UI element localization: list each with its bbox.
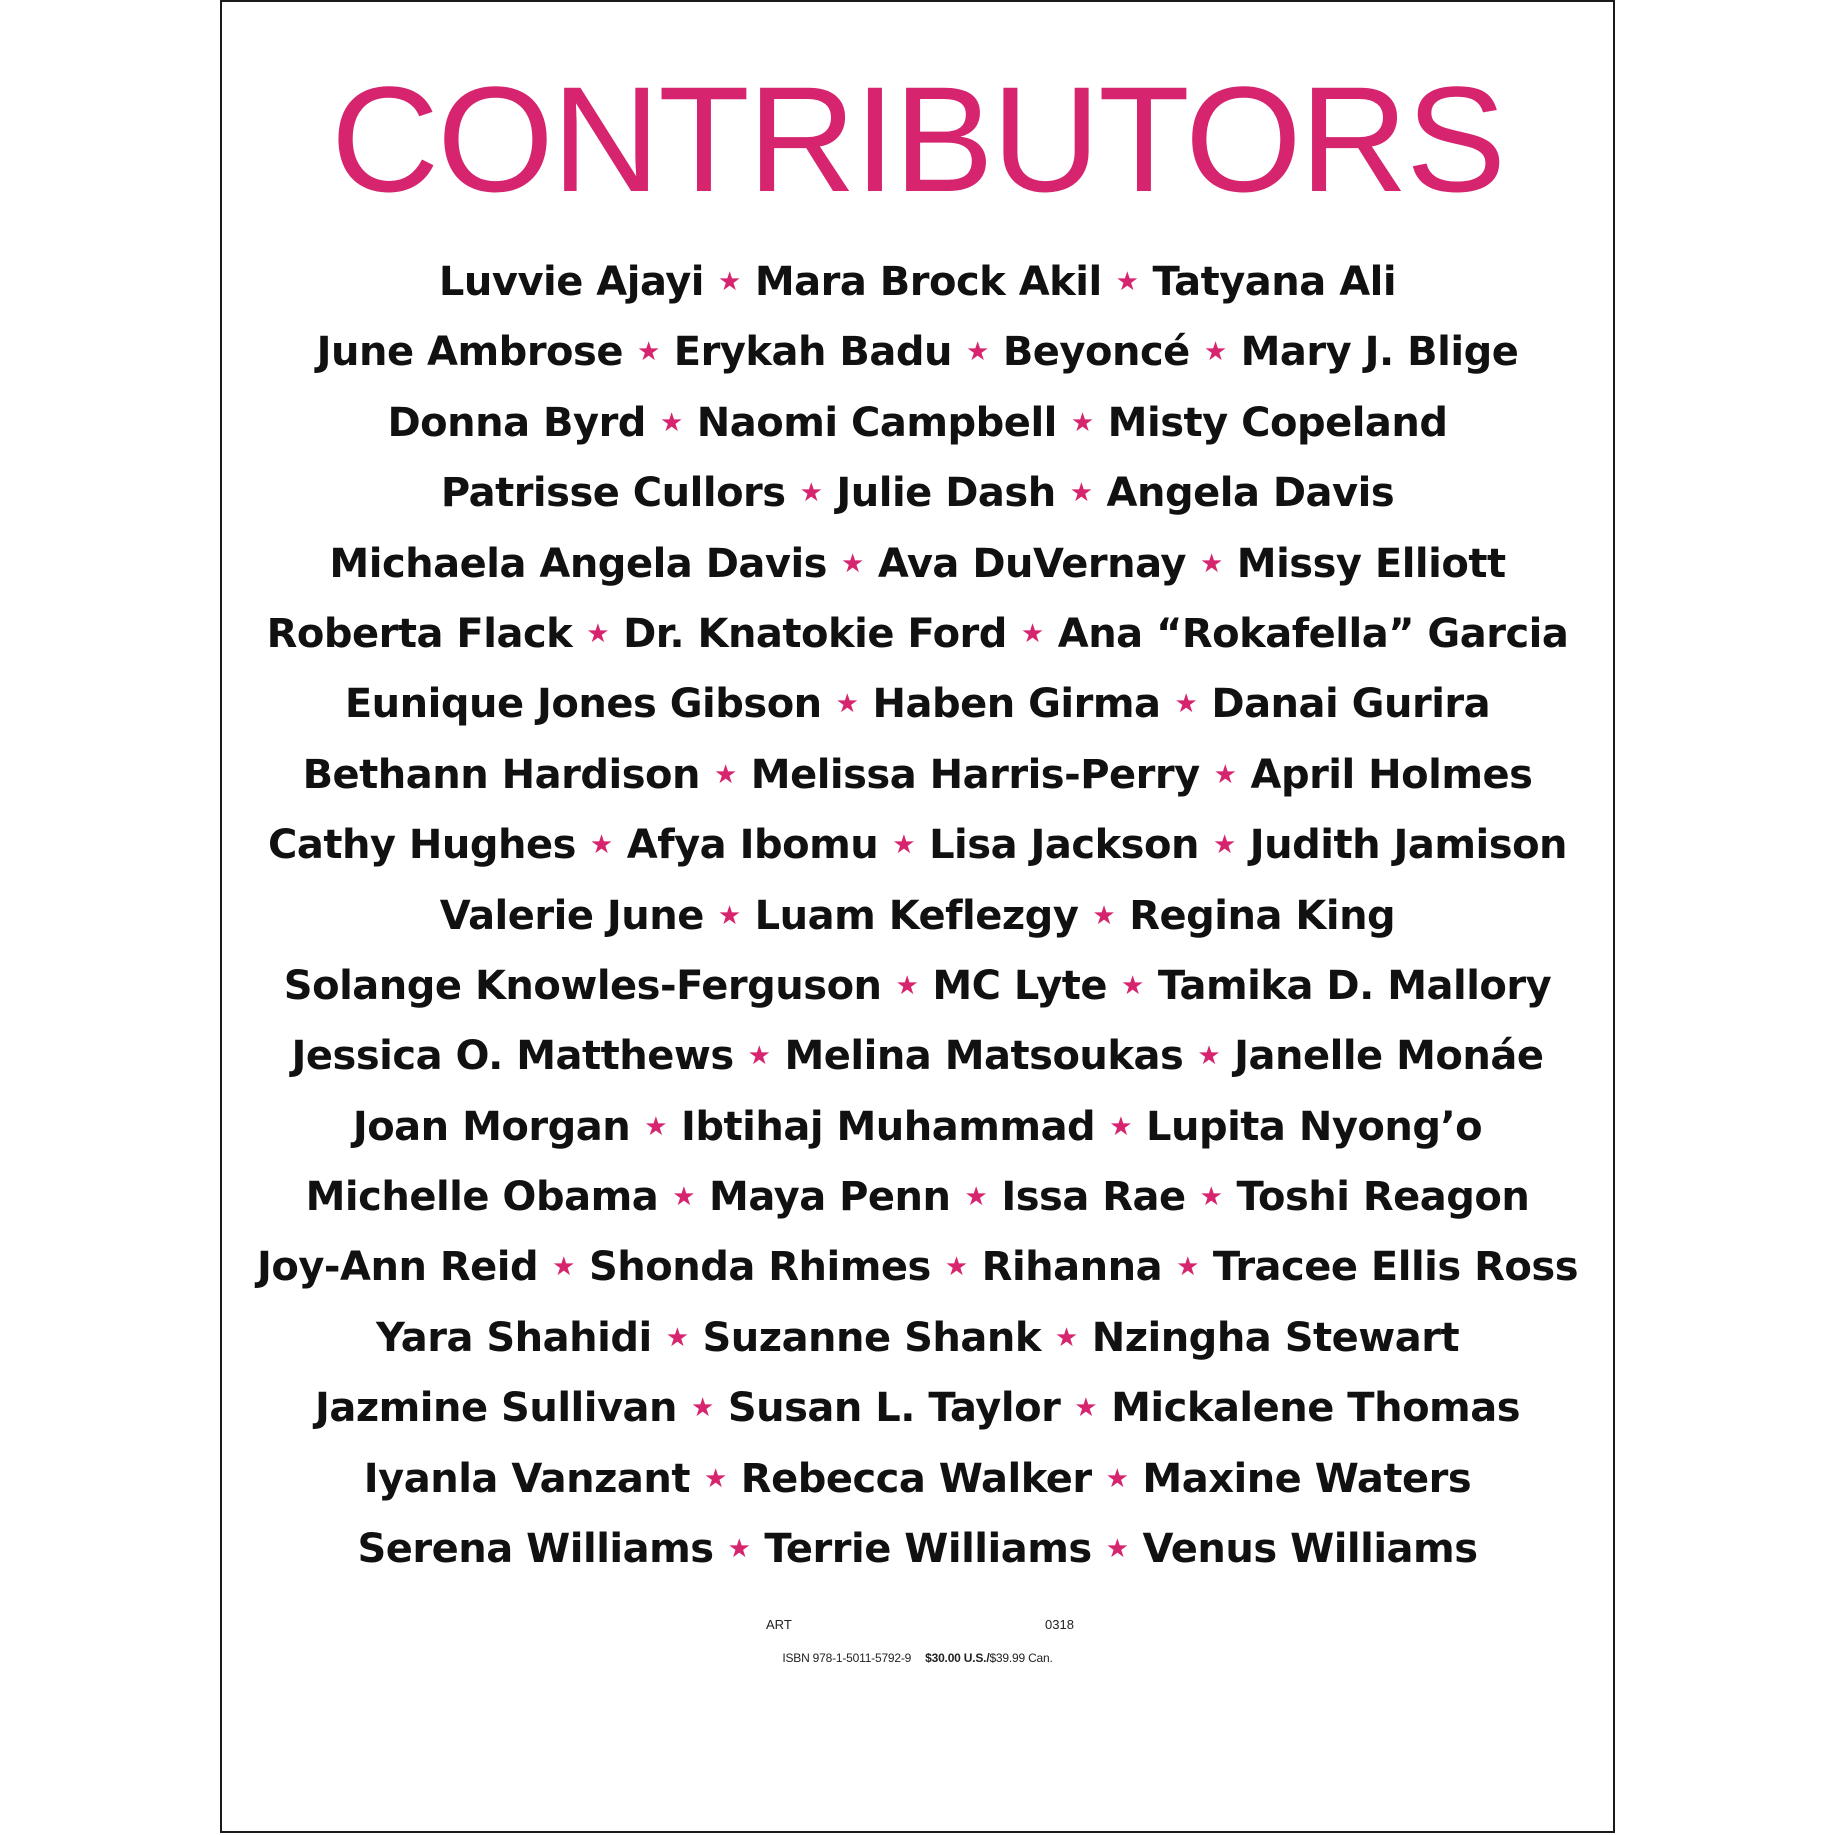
contributor-line — [222, 951, 1613, 1021]
contributor-name: Iyanla Vanzant — [363, 1455, 690, 1502]
contributor-name: Patrisse Cullors — [440, 470, 786, 517]
contributor-name: Suzanne Shank — [702, 1314, 1041, 1361]
isbn-price-row — [222, 1651, 1613, 1665]
star-icon: ★ — [727, 1534, 751, 1565]
contributor-name: Ibtihaj Muhammad — [681, 1103, 1096, 1150]
star-icon: ★ — [717, 900, 741, 931]
contributor-name: Rihanna — [981, 1244, 1163, 1291]
star-icon: ★ — [1203, 337, 1227, 368]
contributor-name: Tamika D. Mallory — [1157, 962, 1552, 1009]
star-icon: ★ — [718, 267, 741, 297]
star-icon: ★ — [1199, 1182, 1223, 1213]
contributor-line — [222, 458, 1613, 528]
star-icon: ★ — [586, 618, 610, 649]
contributor-name: Yara Shahidi — [375, 1314, 652, 1361]
star-icon: ★ — [1212, 830, 1236, 861]
star-icon: ★ — [659, 407, 683, 438]
contributor-name: Dr. Knatokie Ford — [623, 610, 1007, 657]
contributor-name: Cathy Hughes — [267, 822, 576, 869]
contributor-name: Rebecca Walker — [740, 1455, 1092, 1502]
contributor-line — [222, 599, 1613, 669]
contributor-name: Maya Penn — [709, 1174, 951, 1221]
star-icon: ★ — [1105, 1534, 1129, 1565]
contributor-line — [222, 1303, 1613, 1373]
contributor-name: Angela Davis — [1106, 470, 1395, 517]
contributor-name: Donna Byrd — [387, 399, 646, 446]
star-icon: ★ — [1115, 267, 1139, 297]
category-label: ART — [766, 1617, 792, 1632]
price-us: $30.00 U.S./ — [925, 1651, 990, 1665]
category-code: 0318 — [1045, 1617, 1074, 1632]
star-icon: ★ — [1199, 548, 1223, 579]
star-icon: ★ — [1197, 1041, 1221, 1072]
contributor-name: Jazmine Sullivan — [314, 1385, 677, 1432]
contributor-name: Missy Elliott — [1236, 540, 1506, 587]
contributor-name: Toshi Reagon — [1236, 1174, 1530, 1221]
contributor-name: Judith Jamison — [1249, 822, 1568, 869]
star-icon: ★ — [1174, 689, 1198, 720]
contributor-line — [222, 1162, 1613, 1232]
contributor-name: Michelle Obama — [305, 1174, 659, 1221]
star-icon: ★ — [1109, 1111, 1132, 1142]
star-icon: ★ — [1105, 1463, 1129, 1494]
contributor-line — [222, 1373, 1613, 1443]
contributor-name: Mary J. Blige — [1240, 329, 1519, 376]
contributor-line — [222, 881, 1613, 951]
star-icon: ★ — [1020, 618, 1044, 649]
contributor-name: Janelle Monáe — [1234, 1033, 1544, 1080]
contributor-name: Regina King — [1129, 892, 1396, 939]
contributor-line — [222, 810, 1613, 880]
contributor-name: Venus Williams — [1142, 1526, 1478, 1573]
star-icon: ★ — [966, 337, 989, 368]
contributor-name: Lupita Nyong’o — [1146, 1103, 1483, 1150]
contributor-name: Susan L. Taylor — [727, 1385, 1061, 1432]
contributor-name: Solange Knowles-Ferguson — [283, 962, 882, 1009]
star-icon: ★ — [747, 1041, 771, 1072]
contributor-name: Ana “Rokafella” Garcia — [1057, 610, 1569, 657]
star-icon: ★ — [1074, 1393, 1098, 1424]
contributor-line — [222, 317, 1613, 387]
contributor-name: Serena Williams — [357, 1526, 714, 1573]
contributor-line — [222, 1092, 1613, 1162]
star-icon: ★ — [1054, 1322, 1078, 1353]
contributor-name: Afya Ibomu — [626, 822, 879, 869]
contributor-name: Luam Keflezgy — [754, 892, 1079, 939]
contributor-name: Lisa Jackson — [929, 822, 1199, 869]
star-icon: ★ — [1092, 900, 1116, 931]
contributor-line — [222, 669, 1613, 739]
contributor-name: Bethann Hardison — [302, 751, 700, 798]
star-icon: ★ — [799, 478, 823, 509]
star-icon: ★ — [964, 1182, 988, 1213]
page-title: CONTRIBUTORS — [330, 55, 1505, 223]
contributor-name: Jessica O. Matthews — [291, 1033, 734, 1080]
star-icon: ★ — [895, 970, 919, 1001]
contributor-name: Misty Copeland — [1107, 399, 1448, 446]
contributor-name: Mickalene Thomas — [1111, 1385, 1521, 1432]
star-icon: ★ — [552, 1252, 575, 1283]
star-icon: ★ — [644, 1111, 667, 1142]
star-icon: ★ — [672, 1182, 696, 1213]
star-icon: ★ — [1213, 759, 1237, 790]
contributor-name: April Holmes — [1250, 751, 1533, 798]
contributors-list — [222, 247, 1613, 1584]
star-icon: ★ — [589, 830, 613, 861]
isbn-text: ISBN 978-1-5011-5792-9 — [782, 1651, 912, 1665]
back-cover-page — [220, 0, 1615, 1833]
contributor-name: Tatyana Ali — [1152, 259, 1397, 305]
contributor-name: Issa Rae — [1001, 1174, 1186, 1221]
contributor-name: Terrie Williams — [764, 1526, 1092, 1573]
contributor-line — [222, 1514, 1613, 1584]
contributor-name: Melissa Harris-Perry — [750, 751, 1200, 798]
contributor-name: Tracee Ellis Ross — [1212, 1244, 1579, 1291]
contributor-name: Danai Gurira — [1211, 681, 1491, 728]
contributor-name: Mara Brock Akil — [754, 259, 1102, 305]
contributor-name: Nzingha Stewart — [1091, 1314, 1460, 1361]
contributor-name: Naomi Campbell — [696, 399, 1057, 446]
star-icon: ★ — [713, 759, 737, 790]
star-icon: ★ — [665, 1322, 689, 1353]
contributor-name: Maxine Waters — [1142, 1455, 1472, 1502]
contributor-name: Joy-Ann Reid — [256, 1244, 539, 1291]
contributor-line — [222, 1021, 1613, 1091]
star-icon: ★ — [835, 689, 859, 720]
contributor-name: Eunique Jones Gibson — [344, 681, 822, 728]
contributor-line — [222, 529, 1613, 599]
star-icon: ★ — [636, 337, 660, 368]
category-row — [222, 1617, 1613, 1633]
contributor-name: Beyoncé — [1002, 329, 1190, 376]
star-icon: ★ — [1070, 407, 1094, 438]
contributor-name: Julie Dash — [836, 470, 1056, 517]
star-icon: ★ — [703, 1463, 727, 1494]
contributor-line — [222, 247, 1613, 317]
contributor-name: Valerie June — [439, 892, 704, 939]
price-can: $39.99 Can. — [989, 1651, 1053, 1665]
star-icon: ★ — [944, 1252, 968, 1283]
contributor-name: Luvvie Ajayi — [438, 259, 704, 305]
star-icon: ★ — [1176, 1252, 1199, 1283]
contributor-name: MC Lyte — [932, 962, 1108, 1009]
contributor-name: Erykah Badu — [673, 329, 952, 376]
contributor-name: Joan Morgan — [352, 1103, 631, 1150]
contributor-name: Shonda Rhimes — [588, 1244, 931, 1291]
star-icon: ★ — [892, 830, 916, 861]
contributor-line — [222, 1232, 1613, 1302]
star-icon: ★ — [1069, 478, 1093, 509]
contributor-name: Melina Matsoukas — [784, 1033, 1184, 1080]
star-icon: ★ — [1121, 970, 1144, 1001]
contributor-name: Roberta Flack — [266, 610, 573, 657]
contributor-line — [222, 740, 1613, 810]
contributor-line — [222, 1444, 1613, 1514]
contributor-name: Ava DuVernay — [877, 540, 1186, 587]
contributor-name: Haben Girma — [872, 681, 1161, 728]
contributor-name: June Ambrose — [316, 329, 623, 376]
contributor-name: Michaela Angela Davis — [329, 540, 827, 587]
contributor-line — [222, 388, 1613, 458]
star-icon: ★ — [841, 548, 864, 579]
star-icon: ★ — [691, 1393, 714, 1424]
